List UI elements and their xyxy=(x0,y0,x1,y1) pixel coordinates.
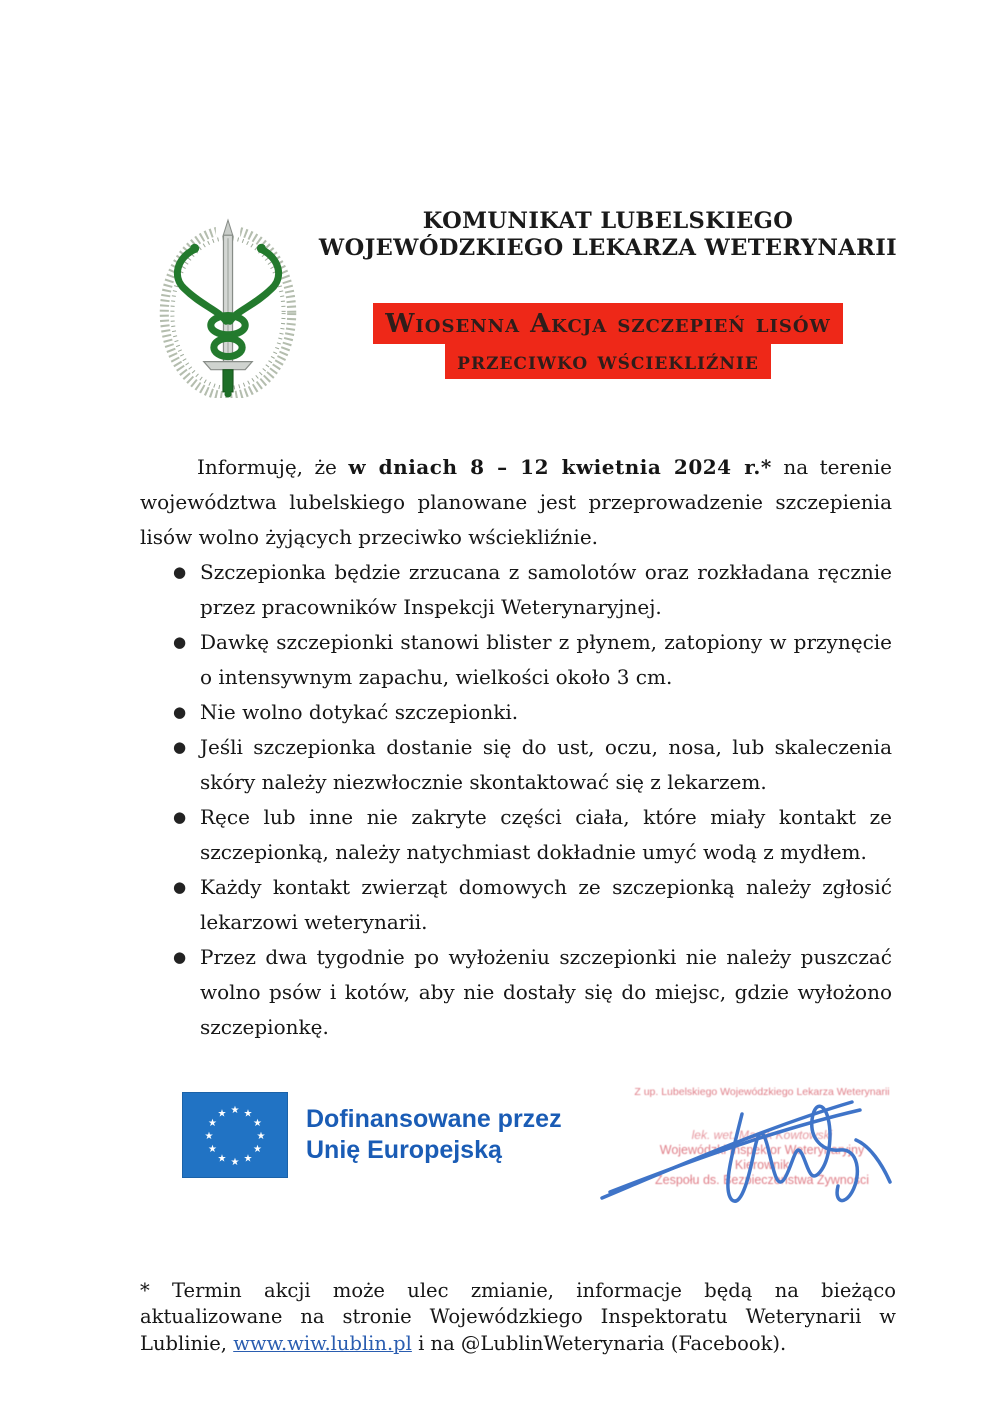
bullet-icon: ● xyxy=(173,633,187,651)
list-item xyxy=(140,800,892,870)
svg-text:★: ★ xyxy=(243,1153,253,1165)
stamp-role-line: Kierownik xyxy=(734,1158,790,1172)
list-item xyxy=(140,870,892,940)
title-line-1: KOMUNIKAT LUBELSKIEGO xyxy=(422,208,794,234)
page-title xyxy=(318,208,898,262)
signature-area xyxy=(612,1086,912,1221)
svg-text:★: ★ xyxy=(208,1144,217,1155)
caduceus-sword-wreath-icon xyxy=(146,216,310,398)
bullet-text: Przez dwa tygodnie po wyłożeniu szczepionki nie należy puszczać wolno psów i kotów, aby nie dostały się do miejsc, gdzie wyłożono szczepionkę. xyxy=(200,945,892,1039)
svg-text:★: ★ xyxy=(217,1153,227,1165)
list-item xyxy=(140,555,892,625)
footnote-text-after-link: i na @LublinWeterynaria (Facebook). xyxy=(411,1331,787,1355)
bullet-text: Szczepionka będzie zrzucana z samolotów oraz rozkładana ręcznie przez pracowników Inspekcji Weterynaryjnej. xyxy=(200,560,892,619)
footnote-text-before-link: * Termin akcji może ulec zmianie, informacje będą na bieżąco aktualizowane na stronie Wojewódzkiego Inspektoratu Weterynarii w Lublinie, xyxy=(140,1278,896,1355)
intro-paragraph xyxy=(140,450,892,555)
bullet-text: Nie wolno dotykać szczepionki. xyxy=(200,700,519,724)
list-item xyxy=(140,940,892,1045)
svg-text:★: ★ xyxy=(230,1157,240,1168)
campaign-banner xyxy=(318,303,898,379)
eu-label-line-2: Unię Europejską xyxy=(306,1136,502,1164)
intro-dates-bold: w dniach 8 – 12 kwietnia 2024 r.* xyxy=(348,455,772,479)
banner-line-2: przeciwko wściekliźnie xyxy=(445,342,771,379)
bullet-icon: ● xyxy=(173,563,187,581)
eu-label-line-1: Dofinansowane przez xyxy=(306,1105,562,1133)
banner-line-1: Wiosenna Akcja szczepień lisów xyxy=(373,303,843,344)
stamp-name-line: lek. wet. Marek Kowtowski xyxy=(691,1128,833,1142)
svg-text:★: ★ xyxy=(243,1108,253,1120)
bullet-text: Jeśli szczepionka dostanie się do ust, oczu, nosa, lub skaleczenia skóry należy niezwłocznie skontaktować się z lekarzem. xyxy=(200,735,892,794)
bullet-icon: ● xyxy=(173,738,187,756)
bullet-icon: ● xyxy=(173,878,187,896)
bullet-icon: ● xyxy=(173,948,187,966)
stamp-team-line: Zespołu ds. Bezpieczeństwa Żywności xyxy=(655,1173,869,1187)
bullet-icon: ● xyxy=(173,703,187,721)
svg-text:★: ★ xyxy=(230,1105,240,1116)
handwritten-signature xyxy=(594,1080,914,1220)
list-item xyxy=(140,625,892,695)
announcement-body xyxy=(140,450,892,1045)
eu-funding-label xyxy=(306,1104,562,1166)
veterinary-inspection-logo xyxy=(146,216,310,398)
wiw-lublin-link[interactable]: www.wiw.lublin.pl xyxy=(233,1331,412,1355)
bullet-text: Ręce lub inne nie zakryte części ciała, które miały kontakt ze szczepionką, należy natychmiast dokładnie umyć wodą z mydłem. xyxy=(200,805,892,864)
svg-text:★: ★ xyxy=(208,1118,217,1129)
bullet-list xyxy=(140,555,892,1045)
bullet-icon: ● xyxy=(173,808,187,826)
footnote xyxy=(140,1278,896,1358)
intro-prefix: Informuję, że xyxy=(197,455,349,479)
intro-suffix: na terenie województwa lubelskiego planowane jest przeprowadzenie szczepienia lisów wolno żyjących przeciwko wściekliźnie. xyxy=(140,455,892,549)
bullet-text: Dawkę szczepionki stanowi blister z płynem, zatopiony w przynęcie o intensywnym zapachu, wielkości około 3 cm. xyxy=(200,630,892,689)
eu-funding-block xyxy=(182,1092,562,1178)
bullet-text: Każdy kontakt zwierząt domowych ze szczepionką należy zgłosić lekarzowi weterynarii. xyxy=(200,875,892,934)
list-item xyxy=(140,695,892,730)
stamp-position-line: Wojewódzki Inspektor Weterynaryjny xyxy=(659,1143,865,1157)
svg-text:★: ★ xyxy=(204,1131,214,1142)
title-line-2: WOJEWÓDZKIEGO LEKARZA WETERYNARII xyxy=(318,235,898,261)
svg-text:★: ★ xyxy=(253,1118,262,1129)
list-item xyxy=(140,730,892,800)
svg-text:★: ★ xyxy=(256,1131,266,1142)
svg-text:★: ★ xyxy=(253,1144,262,1155)
stamp-authority-line: Z up. Lubelskiego Wojewódzkiego Lekarza Weterynarii xyxy=(634,1086,890,1098)
svg-text:★: ★ xyxy=(217,1108,227,1120)
eu-flag-icon xyxy=(182,1092,288,1178)
